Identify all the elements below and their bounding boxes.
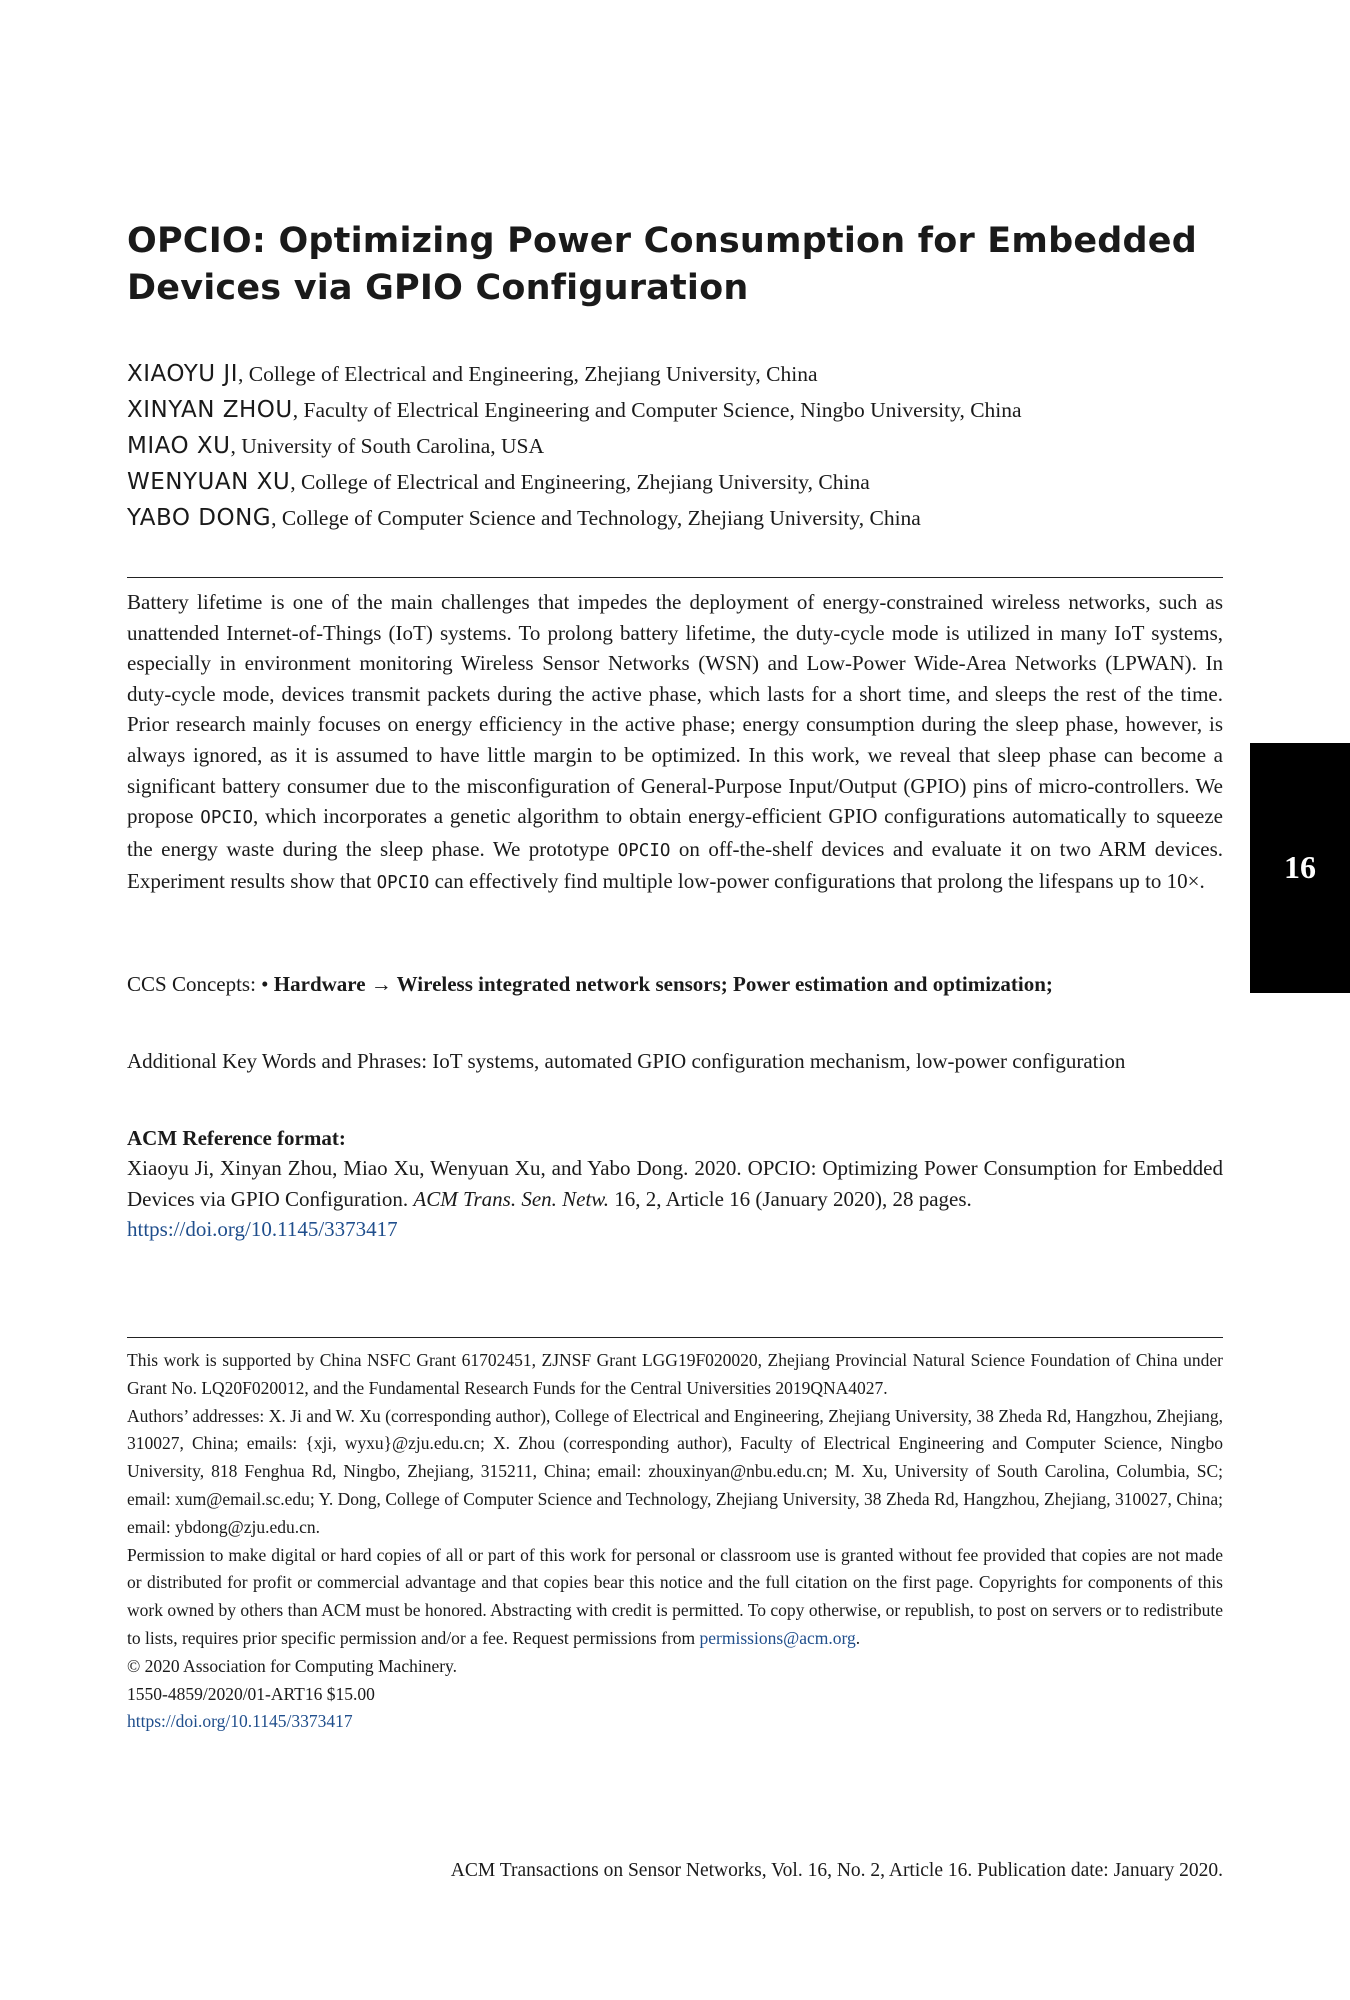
ccs-concepts <box>127 969 1223 1000</box>
author-affiliation: , Faculty of Electrical Engineering and Computer Science, Ningbo University, China <box>292 398 1022 422</box>
permission-text: . <box>855 1627 861 1648</box>
journal-name: ACM Trans. Sen. Netw. <box>413 1186 609 1211</box>
author-addresses: Authors’ addresses: X. Ji and W. Xu (corresponding author), College of Electrical and Engineering, Zhejiang University, 38 Zheda Rd, Hangzhou, Zhejiang, 310027, China; emails: {xji, wyxu}@zju.edu.cn; X. Zhou (corresponding author), Faculty of Electrical Engineering and Computer Science, Ningbo University, 818 Fenghua Rd, Ningbo, Zhejiang, 315211, China; email: zhouxinyan@nbu.edu.cn; M. Xu, University of South Carolina, Columbia, SC; email: xum@email.sc.edu; Y. Dong, College of Computer Science and Technology, Zhejiang University, 38 Zheda Rd, Hangzhou, Zhejiang, 310027, China; email: ybdong@zju.edu.cn. <box>127 1405 1223 1537</box>
system-name: OPCIO <box>200 808 253 829</box>
ccs-terms: Hardware → Wireless integrated network sensors; Power estimation and optimization; <box>273 972 1053 996</box>
doi-link[interactable]: https://doi.org/10.1145/3373417 <box>127 1217 398 1242</box>
running-footer: ACM Transactions on Sensor Networks, Vol. 16, No. 2, Article 16. Publication date: January 2020. <box>450 1860 1223 1881</box>
reference-format <box>127 1153 1223 1245</box>
permission-text: Permission to make digital or hard copies of all or part of this work for personal or classroom use is granted without fee provided that copies are not made or distributed for profit or commercial advantage and that copies bear this notice and the full citation on the first page. Copyrights for components of this work owned by others than ACM must be honored. Abstracting with credit is permitted. To copy otherwise, or republish, to post on servers or to redistribute to lists, requires prior specific permission and/or a fee. Request permissions from <box>127 1544 1223 1648</box>
system-name: OPCIO <box>376 873 430 894</box>
reference-heading: ACM Reference format: <box>127 1126 346 1150</box>
abstract-text: can effectively find multiple low-power configurations that prolong the lifespans up to 10×. <box>429 869 1205 894</box>
permissions-email-link[interactable]: permissions@acm.org <box>699 1627 856 1648</box>
ccs-label: CCS Concepts: • <box>127 972 274 996</box>
article-number-tab <box>1250 743 1350 993</box>
author-entry <box>127 500 1223 536</box>
author-entry <box>127 464 1223 500</box>
author-name: WENYUAN XU <box>127 469 291 495</box>
funding-note: This work is supported by China NSFC Grant 61702451, ZJNSF Grant LGG19F020020, Zhejiang Provincial Natural Science Foundation of China under Grant No. LQ20F020012, and the Fundamental Research Funds for the Central Universities 2019QNA4027. <box>127 1350 1223 1398</box>
author-affiliation: , College of Electrical and Engineering, Zhejiang University, China <box>290 470 870 494</box>
author-entry <box>127 356 1223 392</box>
footnotes <box>127 1347 1223 1736</box>
abstract-text: Battery lifetime is one of the main challenges that impedes the deployment of energy-constrained wireless networks, such as unattended Internet-of-Things (IoT) systems. To prolong battery lifetime, the duty-cycle mode is utilized in many IoT systems, especially in environment monitoring Wireless Sensor Networks (WSN) and Low-Power Wide-Area Networks (LPWAN). In duty-cycle mode, devices transmit packets during the active phase, which lasts for a short time, and sleeps the rest of the time. Prior research mainly focuses on energy efficiency in the active phase; energy consumption during the sleep phase, however, is always ignored, as it is assumed to have little margin to be optimized. In this work, we reveal that sleep phase can become a significant battery consumer due to the misconfiguration of General-Purpose Input/Output (GPIO) pins of micro-controllers. We propose <box>127 590 1223 829</box>
author-affiliation: , University of South Carolina, USA <box>230 434 544 458</box>
paper-title: OPCIO: Optimizing Power Consumption for Embedded Devices via GPIO Configuration <box>127 221 1197 308</box>
abstract <box>127 587 1223 899</box>
copyright-line: © 2020 Association for Computing Machinery. <box>127 1655 458 1676</box>
author-name: XINYAN ZHOU <box>127 397 293 423</box>
article-number: 16 <box>1284 849 1316 885</box>
footnote-rule <box>127 1337 1223 1338</box>
reference-text: 16, 2, Article 16 (January 2020), 28 pages. <box>609 1186 972 1211</box>
author-entry <box>127 392 1223 428</box>
abstract-text: on off-the-shelf devices and evaluate it on two ARM devices. Experiment results show that <box>127 836 1223 894</box>
author-name: XIAOYU JI <box>127 361 238 387</box>
author-entry <box>127 428 1223 464</box>
author-list <box>127 356 1223 536</box>
author-name: YABO DONG <box>127 505 272 531</box>
footnote-doi-link[interactable]: https://doi.org/10.1145/3373417 <box>127 1711 353 1732</box>
abstract-text: , which incorporates a genetic algorithm to obtain energy-efficient GPIO configurations automatically to squeeze the energy waste during the sleep phase. We prototype <box>127 804 1223 861</box>
keywords: Additional Key Words and Phrases: IoT systems, automated GPIO configuration mechanism, low-power configuration <box>127 1049 1126 1073</box>
reference-text: Xiaoyu Ji, Xinyan Zhou, Miao Xu, Wenyuan Xu, and Yabo Dong. 2020. OPCIO: Optimizing Power Consumption for Embedded Devices via GPIO Configuration. <box>127 1156 1223 1211</box>
abstract-top-rule <box>127 577 1223 578</box>
issn-line: 1550-4859/2020/01-ART16 $15.00 <box>127 1683 375 1704</box>
author-affiliation: , College of Computer Science and Technology, Zhejiang University, China <box>271 506 921 530</box>
author-name: MIAO XU <box>127 433 231 459</box>
author-affiliation: , College of Electrical and Engineering, Zhejiang University, China <box>237 362 818 386</box>
system-name: OPCIO <box>617 840 671 861</box>
permission-notice <box>127 1542 1223 1653</box>
